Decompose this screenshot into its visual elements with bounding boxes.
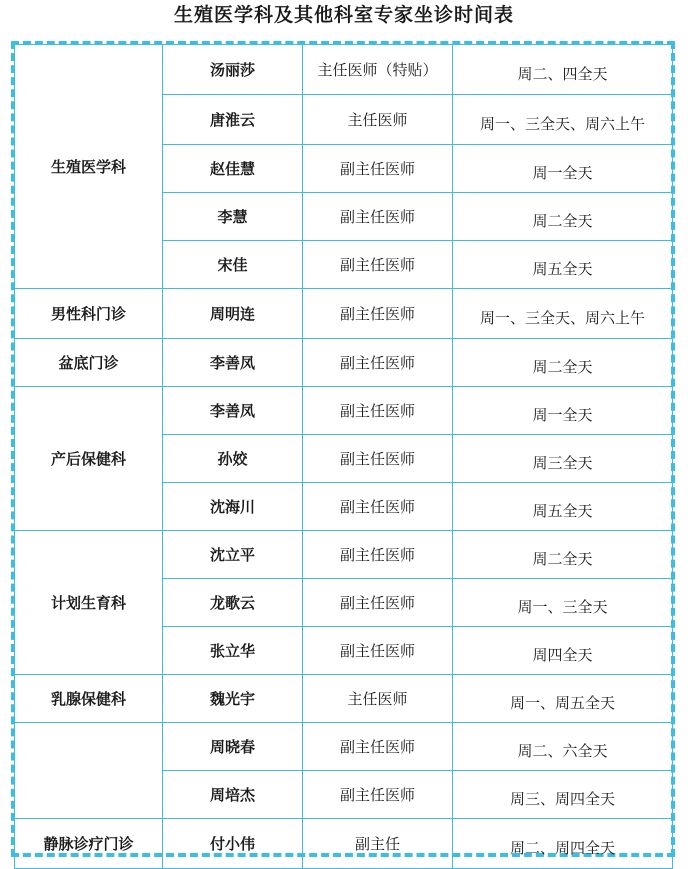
schedule-time-text: 周五全天 [532,260,593,278]
table-row [15,289,673,339]
department-cell: 产后保健科 [15,387,163,531]
doctor-title-cell: 副主任医师 [303,241,453,289]
doctor-title-cell: 副主任 [303,819,453,869]
table-row [15,819,673,869]
table-row [15,45,673,95]
doctor-name-cell: 周明连 [163,289,303,339]
doctor-title-cell: 副主任医师 [303,193,453,241]
schedule-time-text: 周一全天 [532,164,593,182]
schedule-time-cell [453,723,673,771]
doctor-title-cell: 主任医师 [303,675,453,723]
schedule-time-cell [453,241,673,289]
schedule-time-text: 周二、周四全天 [509,839,615,857]
doctor-title-cell: 副主任医师 [303,339,453,387]
schedule-time-cell [453,531,673,579]
doctor-name-cell: 孙姣 [163,435,303,483]
schedule-time-cell [453,193,673,241]
doctor-title-cell: 副主任医师 [303,387,453,435]
doctor-name-cell: 龙歌云 [163,579,303,627]
doctor-name-cell: 沈立平 [163,531,303,579]
department-cell: 计划生育科 [15,531,163,675]
doctor-title-cell: 副主任医师 [303,579,453,627]
schedule-time-text: 周五全天 [532,502,593,520]
schedule-time-cell [453,771,673,819]
doctor-name-cell: 沈海川 [163,483,303,531]
doctor-name-cell: 李善凤 [163,387,303,435]
doctor-name-cell: 周培杰 [163,771,303,819]
schedule-time-cell [453,675,673,723]
doctor-title-cell: 副主任医师 [303,435,453,483]
schedule-time-cell [453,627,673,675]
doctor-name-cell: 付小伟 [163,819,303,869]
page-title: 生殖医学科及其他科室专家坐诊时间表 [173,4,514,26]
schedule-time-text: 周一、三全天、周六上午 [479,115,645,133]
doctor-name-cell: 赵佳慧 [163,145,303,193]
schedule-time-cell [453,95,673,145]
schedule-time-text: 周三、周四全天 [509,790,615,808]
department-cell: 盆底门诊 [15,339,163,387]
table-row [15,339,673,387]
schedule-time-text: 周一、三全天、周六上午 [479,309,645,327]
schedule-time-cell [453,387,673,435]
doctor-title-cell: 副主任医师 [303,483,453,531]
doctor-title-cell: 副主任医师 [303,723,453,771]
schedule-body [15,45,673,869]
schedule-time-text: 周一、三全天 [517,598,608,616]
schedule-time-cell [453,435,673,483]
doctor-title-cell: 副主任医师 [303,145,453,193]
table-row [15,531,673,579]
schedule-time-text: 周三全天 [532,454,593,472]
schedule-time-text: 周四全天 [532,646,593,664]
table-row [15,723,673,771]
doctor-name-cell: 汤丽莎 [163,45,303,95]
doctor-name-cell: 宋佳 [163,241,303,289]
schedule-time-cell [453,819,673,869]
schedule-time-cell [453,45,673,95]
schedule-table [14,44,673,869]
doctor-title-cell: 副主任医师 [303,627,453,675]
schedule-time-text: 周一全天 [532,406,593,424]
schedule-time-text: 周二、四全天 [517,65,608,83]
department-cell: 静脉诊疗门诊 [15,819,163,869]
doctor-title-cell: 副主任医师 [303,531,453,579]
schedule-time-cell [453,483,673,531]
schedule-time-text: 周一、周五全天 [509,694,615,712]
schedule-time-text: 周二全天 [532,212,593,230]
doctor-title-cell: 副主任医师 [303,289,453,339]
schedule-time-text: 周二全天 [532,358,593,376]
table-row [15,675,673,723]
doctor-name-cell: 魏光宇 [163,675,303,723]
schedule-time-cell [453,289,673,339]
schedule-time-cell [453,339,673,387]
doctor-name-cell: 唐淮云 [163,95,303,145]
schedule-time-cell [453,145,673,193]
schedule-time-text: 周二、六全天 [517,742,608,760]
doctor-name-cell: 李慧 [163,193,303,241]
table-row [15,387,673,435]
doctor-title-cell: 主任医师 [303,95,453,145]
doctor-title-cell: 副主任医师 [303,771,453,819]
department-cell: 生殖医学科 [15,45,163,289]
department-cell: 男性科门诊 [15,289,163,339]
doctor-title-cell: 主任医师（特贴） [303,45,453,95]
schedule-time-cell [453,579,673,627]
department-cell: 乳腺保健科 [15,675,163,723]
doctor-name-cell: 张立华 [163,627,303,675]
schedule-time-text: 周二全天 [532,550,593,568]
doctor-name-cell: 周晓春 [163,723,303,771]
department-cell [15,723,163,819]
doctor-name-cell: 李善凤 [163,339,303,387]
